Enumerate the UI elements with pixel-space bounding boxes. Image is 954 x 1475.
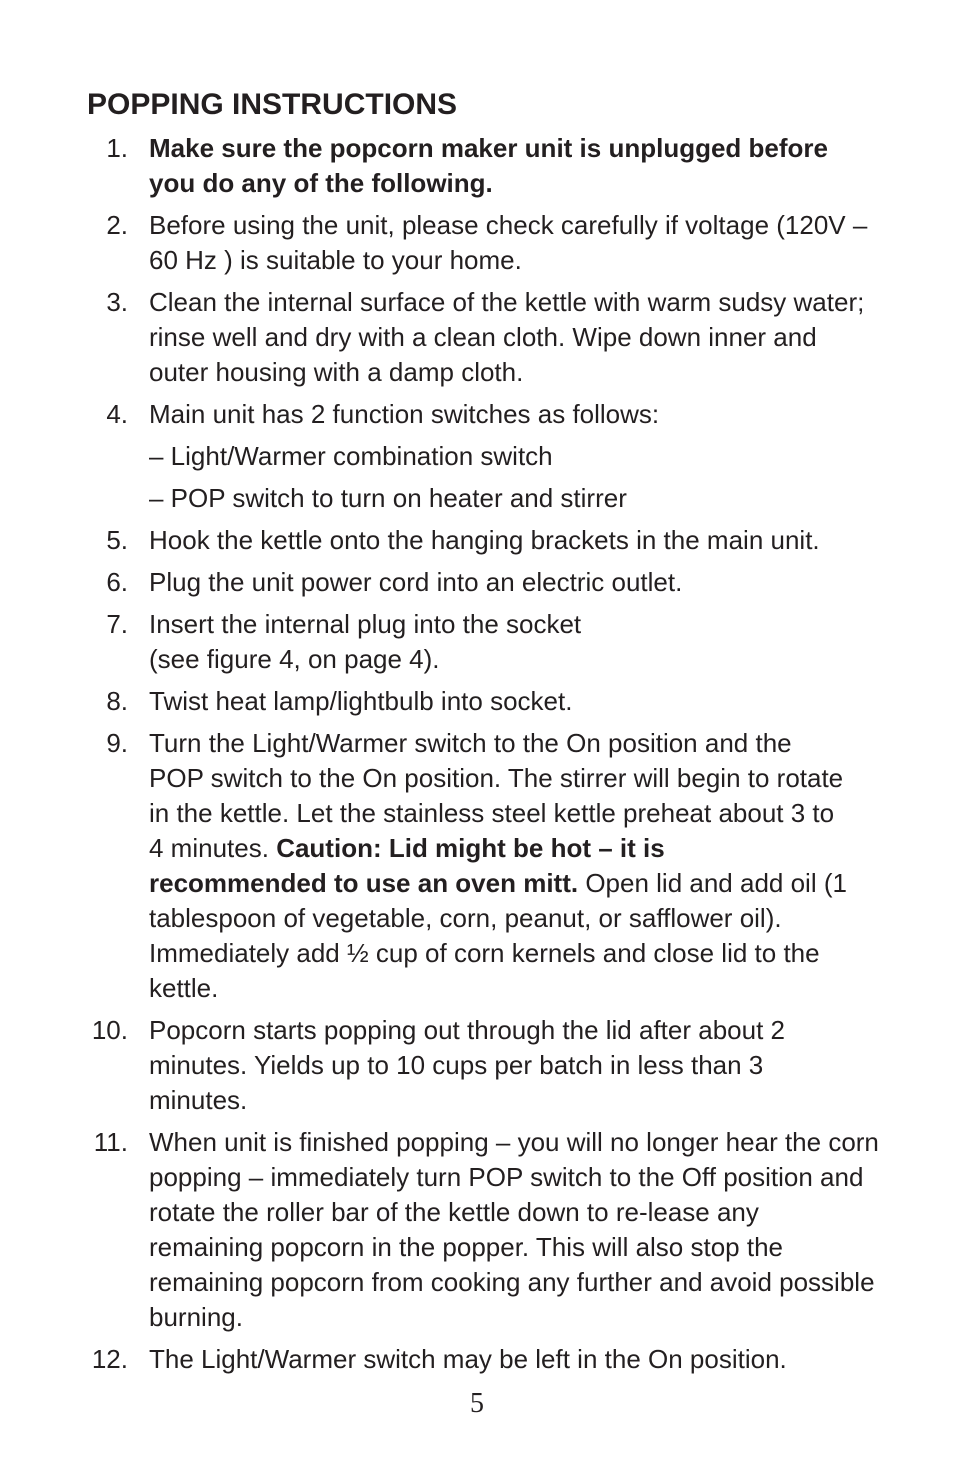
item-number: 5. xyxy=(106,525,128,555)
list-item xyxy=(0,684,954,719)
sub-item: – Light/Warmer combination switch xyxy=(149,441,553,471)
item-number: 1. xyxy=(106,133,128,163)
item-text: When unit is finished popping – you will no longer hear the corn popping – immediately turn POP switch to the Off position and rotate the roller bar of the kettle down to re-lease any remaining popcorn in the popper. This will also stop the remaining popcorn from cooking any further and avoid possible burning. xyxy=(149,1127,879,1332)
sub-item: – POP switch to turn on heater and stirrer xyxy=(149,483,627,513)
page-title: POPPING INSTRUCTIONS xyxy=(87,88,458,121)
item-number: 10. xyxy=(91,1015,128,1045)
list-item xyxy=(0,607,954,677)
list-item xyxy=(0,131,954,201)
item-text xyxy=(149,726,849,1006)
item-line: Insert the internal plug into the socket xyxy=(149,609,582,639)
page-number: 5 xyxy=(470,1388,484,1419)
list-item xyxy=(0,397,954,432)
item-text: Popcorn starts popping out through the lid after about 2 minutes. Yields up to 10 cups per batch in less than 3 minutes. xyxy=(149,1015,785,1115)
list-item xyxy=(0,1125,954,1335)
list-item xyxy=(0,565,954,600)
item-number: 12. xyxy=(91,1344,128,1374)
item-text: Plug the unit power cord into an electric outlet. xyxy=(149,567,683,597)
list-item xyxy=(0,208,954,278)
item-number: 4. xyxy=(106,399,128,429)
item-text-part: Open lid and add oil (1 tablespoon of vegetable, corn, peanut, or safflower oil). Immediately add ½ cup of corn kernels and close lid to the kettle. xyxy=(149,868,847,1003)
item-number: 7. xyxy=(106,609,128,639)
item-text: Twist heat lamp/lightbulb into socket. xyxy=(149,686,573,716)
list-item xyxy=(0,1342,954,1377)
list-item xyxy=(0,1013,954,1118)
item-line: (see figure 4, on page 4). xyxy=(149,644,440,674)
list-item xyxy=(0,285,954,390)
instruction-list xyxy=(0,131,954,1384)
item-number: 6. xyxy=(106,567,128,597)
item-text xyxy=(149,607,879,677)
item-text: Main unit has 2 function switches as follows: xyxy=(149,399,660,429)
list-item xyxy=(0,726,954,1006)
item-text: Hook the kettle onto the hanging brackets in the main unit. xyxy=(149,525,820,555)
item-text: The Light/Warmer switch may be left in the On position. xyxy=(149,1344,787,1374)
item-number: 3. xyxy=(106,287,128,317)
list-item xyxy=(0,523,954,558)
item-text: Clean the internal surface of the kettle with warm sudsy water; rinse well and dry with a clean cloth. Wipe down inner and outer housing with a damp cloth. xyxy=(149,287,865,387)
item-number: 8. xyxy=(106,686,128,716)
item-text-part: Turn the Light/Warmer switch to the On position and the POP switch to the On position. The stirrer will begin to rotate in the kettle. Let the stainless steel kettle preheat about 3 to 4 minutes. xyxy=(149,728,844,863)
item-number: 2. xyxy=(106,210,128,240)
item-number: 9. xyxy=(106,728,128,758)
item-text: Make sure the popcorn maker unit is unplugged before you do any of the following. xyxy=(149,133,828,198)
caution-text: Caution: Lid might be hot – it is recommended to use an oven mitt. xyxy=(149,833,665,898)
item-number: 11. xyxy=(93,1127,128,1157)
item-text: Before using the unit, please check carefully if voltage (120V – 60 Hz ) is suitable to your home. xyxy=(149,210,868,275)
